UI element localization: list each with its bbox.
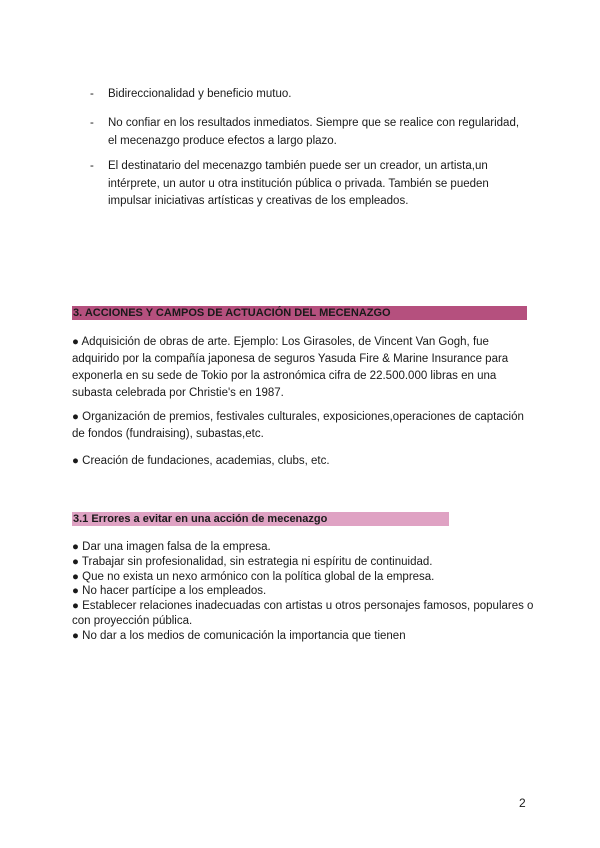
list-item-text: El destinatario del mecenazgo también puede ser un creador, un artista,un intérprete, un autor u otra institución pública o privada. También se pueden impulsar iniciativas artísticas y creativas de los empleados. <box>108 160 489 207</box>
list-item: ● No hacer partícipe a los empleados. <box>72 585 267 598</box>
section-3-heading: 3. ACCIONES Y CAMPOS DE ACTUACIÓN DEL MECENAZGO <box>72 306 527 320</box>
section-3-paragraph-events: ● Organización de premios, festivales culturales, exposiciones,operaciones de captación de fondos (fundraising), subastas,etc. <box>72 411 524 440</box>
list-item-text: Bidireccionalidad y beneficio mutuo. <box>108 88 292 100</box>
list-item: ● Establecer relaciones inadecuadas con artistas u otros personajes famosos, populares o con proyección pública. <box>72 600 534 627</box>
list-item: ● Trabajar sin profesionalidad, sin estrategia ni espíritu de continuidad. <box>72 555 433 568</box>
section-3-paragraph-foundations: ● Creación de fundaciones, academias, clubs, etc. <box>72 455 330 467</box>
list-item: ● Dar una imagen falsa de la empresa. <box>72 541 271 553</box>
section-3-paragraph-art: ● Adquisición de obras de arte. Ejemplo: Los Girasoles, de Vincent Van Gogh, fue adquirido por la compañía japonesa de seguros Yasuda Fire & Marine Insurance para exponerla en su sede de Tokio por la astronómica cifra de 22.500.000 libras en una subasta celebrada por Christie's en 1987. <box>72 336 509 399</box>
dash-marker: - <box>90 88 94 100</box>
dash-marker: - <box>90 160 94 172</box>
dash-marker: - <box>90 117 94 129</box>
errors-list <box>72 540 542 644</box>
list-item: ● Que no exista un nexo armónico con la política global de la empresa. <box>72 570 435 583</box>
list-item-text: No confiar en los resultados inmediatos. Siempre que se realice con regularidad, el mecenazgo produce efectos a largo plazo. <box>108 117 520 147</box>
list-item: ● No dar a los medios de comunicación la importancia que tienen <box>72 629 406 642</box>
page-number: 2 <box>519 796 526 810</box>
section-3-1-heading: 3.1 Errores a evitar en una acción de mecenazgo <box>72 512 449 526</box>
